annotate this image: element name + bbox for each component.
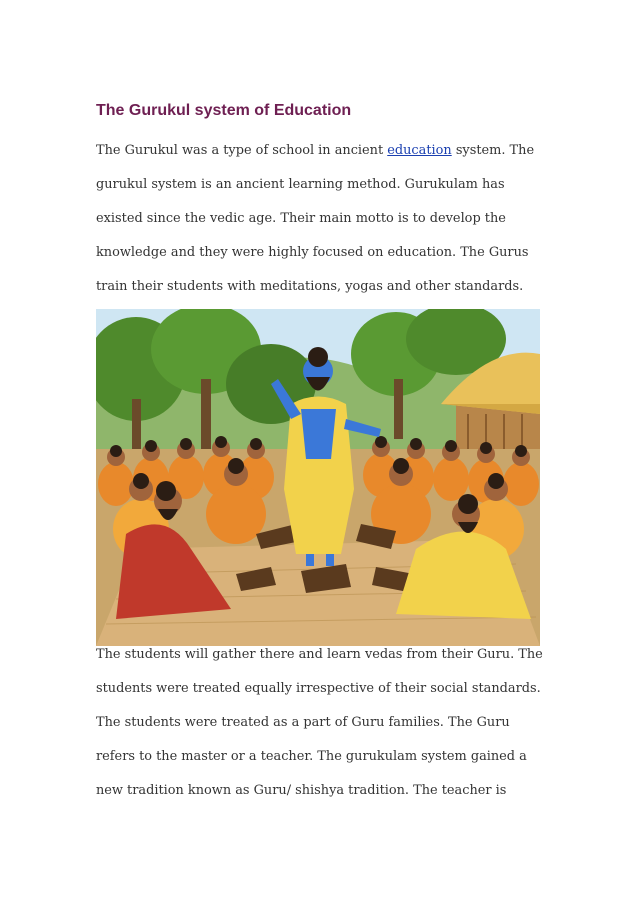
line-text: system. The — [451, 143, 535, 158]
paragraph-line — [96, 134, 548, 168]
guru-teaching-students-icon — [96, 309, 540, 646]
page-title: The Gurukul system of Education — [96, 102, 352, 119]
intro-paragraph — [96, 134, 548, 304]
paragraph-line: students were treated equally irrespective of their social standards. — [96, 681, 541, 696]
paragraph-line: refers to the master or a teacher. The gurukulam system gained a — [96, 749, 527, 764]
paragraph-line: knowledge and they were highly focused on education. The Gurus — [96, 245, 529, 260]
second-paragraph — [96, 638, 548, 808]
paragraph-line: The students will gather there and learn vedas from their Guru. The — [96, 647, 543, 662]
education-link[interactable]: education — [387, 143, 452, 158]
paragraph-line: new tradition known as Guru/ shishya tradition. The teacher is — [96, 783, 507, 798]
paragraph-line: The students were treated as a part of Guru families. The Guru — [96, 715, 510, 730]
gurukul-illustration — [96, 309, 540, 646]
paragraph-line: existed since the vedic age. Their main motto is to develop the — [96, 211, 506, 226]
paragraph-line: gurukul system is an ancient learning method. Gurukulam has — [96, 177, 505, 192]
line-text: The Gurukul was a type of school in ancient — [96, 143, 388, 158]
paragraph-line: train their students with meditations, yogas and other standards. — [96, 279, 524, 294]
